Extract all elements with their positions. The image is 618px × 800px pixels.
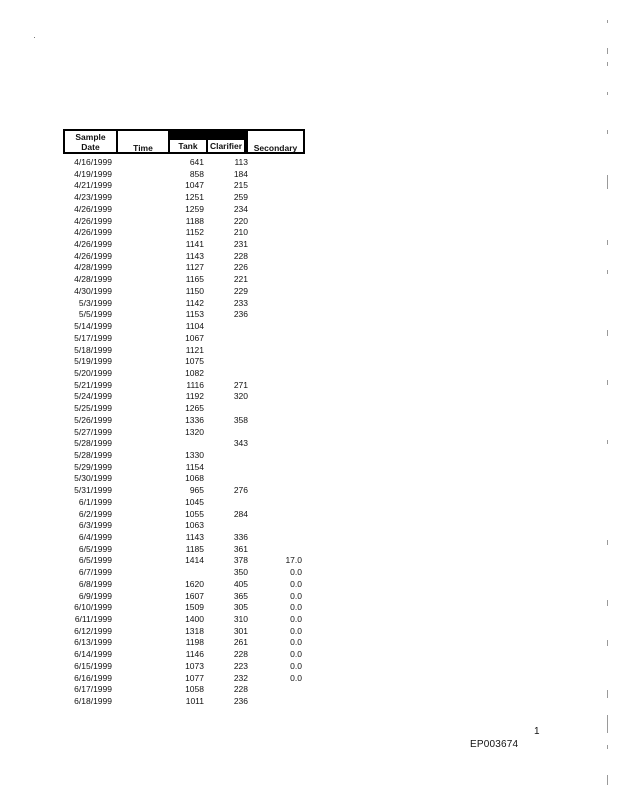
cell-clarifier: 276 bbox=[233, 485, 248, 496]
table-row bbox=[0, 286, 618, 298]
cell-tank: 1198 bbox=[185, 637, 204, 648]
cell-clarifier: 301 bbox=[233, 625, 248, 636]
table-row bbox=[0, 274, 618, 286]
cell-tank: 1509 bbox=[185, 602, 204, 613]
cell-date: 6/8/1999 bbox=[78, 578, 112, 589]
cell-date: 4/26/1999 bbox=[74, 215, 112, 226]
cell-clarifier: 220 bbox=[233, 215, 248, 226]
cell-date: 6/17/1999 bbox=[74, 684, 112, 695]
cell-secondary: 0.0 bbox=[290, 672, 302, 683]
cell-date: 5/27/1999 bbox=[74, 426, 112, 437]
table-row bbox=[0, 368, 618, 380]
table-row bbox=[0, 415, 618, 427]
cell-tank: 1400 bbox=[185, 614, 204, 625]
table-row bbox=[0, 427, 618, 439]
cell-secondary: 0.0 bbox=[290, 578, 302, 589]
cell-clarifier: 221 bbox=[233, 274, 248, 285]
table-row bbox=[0, 192, 618, 204]
table-row bbox=[0, 567, 618, 579]
redaction-bar bbox=[168, 129, 246, 140]
cell-tank: 1414 bbox=[185, 555, 204, 566]
cell-date: 6/12/1999 bbox=[74, 625, 112, 636]
cell-tank: 1047 bbox=[185, 180, 204, 191]
scan-speck bbox=[607, 330, 608, 336]
table-row bbox=[0, 673, 618, 685]
cell-clarifier: 223 bbox=[233, 660, 248, 671]
scan-speck bbox=[607, 270, 608, 274]
cell-clarifier: 259 bbox=[233, 192, 248, 203]
table-row bbox=[0, 345, 618, 357]
table-row bbox=[0, 462, 618, 474]
cell-tank: 1127 bbox=[185, 262, 204, 273]
cell-tank: 1143 bbox=[185, 250, 204, 261]
cell-secondary: 0.0 bbox=[290, 602, 302, 613]
cell-date: 4/30/1999 bbox=[74, 285, 112, 296]
table-row bbox=[0, 473, 618, 485]
cell-tank: 641 bbox=[189, 157, 204, 167]
header-tank: Tank bbox=[168, 129, 208, 154]
cell-clarifier: 231 bbox=[233, 239, 248, 250]
table-row bbox=[0, 696, 618, 708]
scan-speck bbox=[607, 62, 608, 66]
cell-date: 5/28/1999 bbox=[74, 449, 112, 460]
cell-date: 4/16/1999 bbox=[74, 157, 112, 167]
table-row bbox=[0, 309, 618, 321]
cell-date: 6/10/1999 bbox=[74, 602, 112, 613]
header-sample-date-line2: Date bbox=[81, 142, 100, 152]
cell-date: 5/14/1999 bbox=[74, 321, 112, 332]
cell-clarifier: 234 bbox=[233, 203, 248, 214]
cell-tank: 1082 bbox=[185, 367, 204, 378]
header-clarifier: Clarifier bbox=[206, 129, 246, 154]
cell-clarifier: 215 bbox=[233, 180, 248, 191]
table-row bbox=[0, 684, 618, 696]
cell-clarifier: 236 bbox=[233, 309, 248, 320]
cell-tank: 965 bbox=[189, 485, 204, 496]
cell-clarifier: 310 bbox=[233, 614, 248, 625]
cell-tank: 858 bbox=[189, 168, 204, 179]
cell-clarifier: 320 bbox=[233, 391, 248, 402]
cell-tank: 1154 bbox=[185, 461, 204, 472]
cell-clarifier: 405 bbox=[233, 578, 248, 589]
cell-tank: 1265 bbox=[185, 403, 204, 414]
scan-speck bbox=[607, 20, 608, 23]
cell-date: 5/24/1999 bbox=[74, 391, 112, 402]
cell-tank: 1607 bbox=[185, 590, 204, 601]
cell-clarifier: 233 bbox=[233, 297, 248, 308]
cell-tank: 1063 bbox=[185, 520, 204, 531]
scan-speck bbox=[607, 48, 608, 54]
cell-tank: 1251 bbox=[185, 192, 204, 203]
cell-tank: 1141 bbox=[185, 239, 204, 250]
table-row bbox=[0, 579, 618, 591]
cell-clarifier: 343 bbox=[233, 438, 248, 449]
cell-tank: 1185 bbox=[185, 543, 204, 554]
cell-tank: 1055 bbox=[185, 508, 204, 519]
table-row bbox=[0, 626, 618, 638]
table-row bbox=[0, 356, 618, 368]
cell-tank: 1075 bbox=[185, 356, 204, 367]
table-row bbox=[0, 649, 618, 661]
cell-tank: 1142 bbox=[185, 297, 204, 308]
cell-clarifier: 226 bbox=[233, 262, 248, 273]
cell-tank: 1153 bbox=[185, 309, 204, 320]
cell-tank: 1045 bbox=[185, 496, 204, 507]
cell-date: 4/21/1999 bbox=[74, 180, 112, 191]
cell-date: 6/5/1999 bbox=[78, 543, 112, 554]
cell-tank: 1620 bbox=[185, 578, 204, 589]
table-row bbox=[0, 509, 618, 521]
table-row bbox=[0, 591, 618, 603]
cell-clarifier: 228 bbox=[233, 684, 248, 695]
cell-clarifier: 228 bbox=[233, 250, 248, 261]
cell-date: 4/26/1999 bbox=[74, 227, 112, 238]
table-row bbox=[0, 227, 618, 239]
table-row bbox=[0, 637, 618, 649]
cell-secondary: 0.0 bbox=[290, 567, 302, 578]
table-row bbox=[0, 251, 618, 263]
table-row bbox=[0, 157, 618, 169]
cell-date: 4/19/1999 bbox=[74, 168, 112, 179]
cell-clarifier: 210 bbox=[233, 227, 248, 238]
cell-clarifier: 261 bbox=[233, 637, 248, 648]
cell-date: 5/31/1999 bbox=[74, 485, 112, 496]
cell-tank: 1152 bbox=[185, 227, 204, 238]
cell-date: 6/16/1999 bbox=[74, 672, 112, 683]
cell-clarifier: 361 bbox=[233, 543, 248, 554]
cell-tank: 1336 bbox=[185, 414, 204, 425]
table-header bbox=[63, 129, 305, 156]
table-row bbox=[0, 438, 618, 450]
table-row bbox=[0, 602, 618, 614]
cell-secondary: 0.0 bbox=[290, 590, 302, 601]
cell-date: 6/13/1999 bbox=[74, 637, 112, 648]
cell-date: 6/15/1999 bbox=[74, 660, 112, 671]
table-row bbox=[0, 555, 618, 567]
cell-date: 5/30/1999 bbox=[74, 473, 112, 484]
scan-speck bbox=[607, 715, 608, 733]
cell-date: 5/3/1999 bbox=[78, 297, 112, 308]
cell-clarifier: 232 bbox=[233, 672, 248, 683]
cell-tank: 1067 bbox=[185, 332, 204, 343]
table-row bbox=[0, 298, 618, 310]
table-row bbox=[0, 391, 618, 403]
cell-date: 6/9/1999 bbox=[78, 590, 112, 601]
cell-tank: 1320 bbox=[185, 426, 204, 437]
cell-clarifier: 358 bbox=[233, 414, 248, 425]
cell-date: 5/19/1999 bbox=[74, 356, 112, 367]
header-sample-date-line1: Sample bbox=[75, 132, 106, 142]
table-row bbox=[0, 497, 618, 509]
cell-tank: 1011 bbox=[185, 696, 204, 707]
cell-date: 5/18/1999 bbox=[74, 344, 112, 355]
header-secondary: Secondary bbox=[246, 129, 305, 154]
scan-speck bbox=[607, 440, 608, 444]
scan-speck bbox=[607, 640, 608, 646]
scan-speck bbox=[607, 92, 608, 95]
cell-date: 6/3/1999 bbox=[78, 520, 112, 531]
cell-date: 5/17/1999 bbox=[74, 332, 112, 343]
scan-speck bbox=[607, 600, 608, 606]
bates-number: EP003674 bbox=[470, 739, 519, 750]
cell-clarifier: 228 bbox=[233, 649, 248, 660]
cell-date: 5/25/1999 bbox=[74, 403, 112, 414]
cell-tank: 1116 bbox=[186, 379, 204, 390]
cell-date: 6/11/1999 bbox=[74, 614, 112, 625]
cell-date: 4/23/1999 bbox=[74, 192, 112, 203]
cell-date: 5/20/1999 bbox=[74, 367, 112, 378]
table-body bbox=[0, 157, 618, 708]
cell-tank: 1330 bbox=[185, 449, 204, 460]
cell-clarifier: 336 bbox=[233, 532, 248, 542]
cell-tank: 1121 bbox=[185, 344, 204, 355]
cell-tank: 1146 bbox=[185, 649, 204, 660]
cell-date: 6/1/1999 bbox=[78, 496, 112, 507]
cell-date: 4/28/1999 bbox=[74, 274, 112, 285]
cell-tank: 1318 bbox=[185, 625, 204, 636]
cell-clarifier: 284 bbox=[233, 508, 248, 519]
cell-clarifier: 113 bbox=[234, 157, 248, 167]
scan-speck bbox=[607, 775, 608, 785]
cell-secondary: 0.0 bbox=[290, 649, 302, 660]
cell-clarifier: 350 bbox=[233, 567, 248, 578]
cell-tank: 1259 bbox=[185, 203, 204, 214]
scan-speck bbox=[607, 130, 608, 134]
table-row bbox=[0, 485, 618, 497]
cell-secondary: 0.0 bbox=[290, 660, 302, 671]
table-row bbox=[0, 380, 618, 392]
cell-clarifier: 305 bbox=[233, 602, 248, 613]
cell-date: 4/26/1999 bbox=[74, 250, 112, 261]
cell-tank: 1192 bbox=[185, 391, 204, 402]
cell-clarifier: 184 bbox=[233, 168, 248, 179]
scan-speck bbox=[607, 380, 608, 385]
table-row bbox=[0, 180, 618, 192]
table-row bbox=[0, 321, 618, 333]
cell-date: 6/14/1999 bbox=[74, 649, 112, 660]
cell-secondary: 0.0 bbox=[290, 637, 302, 648]
table-row bbox=[0, 520, 618, 532]
cell-secondary: 17.0 bbox=[285, 555, 302, 566]
table-row bbox=[0, 262, 618, 274]
table-row bbox=[0, 204, 618, 216]
cell-date: 6/18/1999 bbox=[74, 696, 112, 707]
scan-speck bbox=[607, 175, 608, 189]
table-row bbox=[0, 403, 618, 415]
table-row bbox=[0, 614, 618, 626]
table-row bbox=[0, 450, 618, 462]
cell-date: 6/2/1999 bbox=[78, 508, 112, 519]
cell-secondary: 0.0 bbox=[290, 625, 302, 636]
cell-clarifier: 378 bbox=[233, 555, 248, 566]
cell-tank: 1188 bbox=[185, 215, 204, 226]
cell-tank: 1068 bbox=[185, 473, 204, 484]
cell-secondary: 0.0 bbox=[290, 614, 302, 625]
cell-date: 5/28/1999 bbox=[74, 438, 112, 449]
cell-clarifier: 236 bbox=[233, 696, 248, 707]
scan-speck bbox=[607, 745, 608, 749]
cell-date: 5/5/1999 bbox=[78, 309, 112, 320]
header-time: Time bbox=[116, 129, 170, 154]
cell-tank: 1073 bbox=[185, 660, 204, 671]
scan-speck bbox=[607, 690, 608, 698]
page-number: 1 bbox=[534, 726, 540, 737]
cell-date: 4/26/1999 bbox=[74, 239, 112, 250]
table-row bbox=[0, 216, 618, 228]
cell-date: 6/5/1999 bbox=[78, 555, 112, 566]
cell-clarifier: 271 bbox=[233, 379, 248, 390]
cell-date: 5/21/1999 bbox=[74, 379, 112, 390]
cell-tank: 1143 bbox=[185, 532, 204, 542]
table-row bbox=[0, 544, 618, 556]
table-row bbox=[0, 169, 618, 181]
cell-date: 6/4/1999 bbox=[78, 532, 112, 542]
table-row bbox=[0, 239, 618, 251]
cell-date: 4/28/1999 bbox=[74, 262, 112, 273]
header-sample-date bbox=[63, 129, 118, 154]
cell-date: 5/26/1999 bbox=[74, 414, 112, 425]
cell-date: 6/7/1999 bbox=[78, 567, 112, 578]
cell-tank: 1058 bbox=[185, 684, 204, 695]
cell-tank: 1150 bbox=[185, 285, 204, 296]
cell-clarifier: 365 bbox=[233, 590, 248, 601]
cell-tank: 1165 bbox=[185, 274, 204, 285]
table-row bbox=[0, 333, 618, 345]
scan-speck bbox=[607, 240, 608, 245]
table-row bbox=[0, 661, 618, 673]
cell-tank: 1077 bbox=[185, 672, 204, 683]
cell-tank: 1104 bbox=[185, 321, 204, 332]
table-row bbox=[0, 532, 618, 544]
scan-speck bbox=[34, 37, 35, 38]
cell-clarifier: 229 bbox=[233, 285, 248, 296]
cell-date: 4/26/1999 bbox=[74, 203, 112, 214]
scan-speck bbox=[607, 540, 608, 545]
cell-date: 5/29/1999 bbox=[74, 461, 112, 472]
